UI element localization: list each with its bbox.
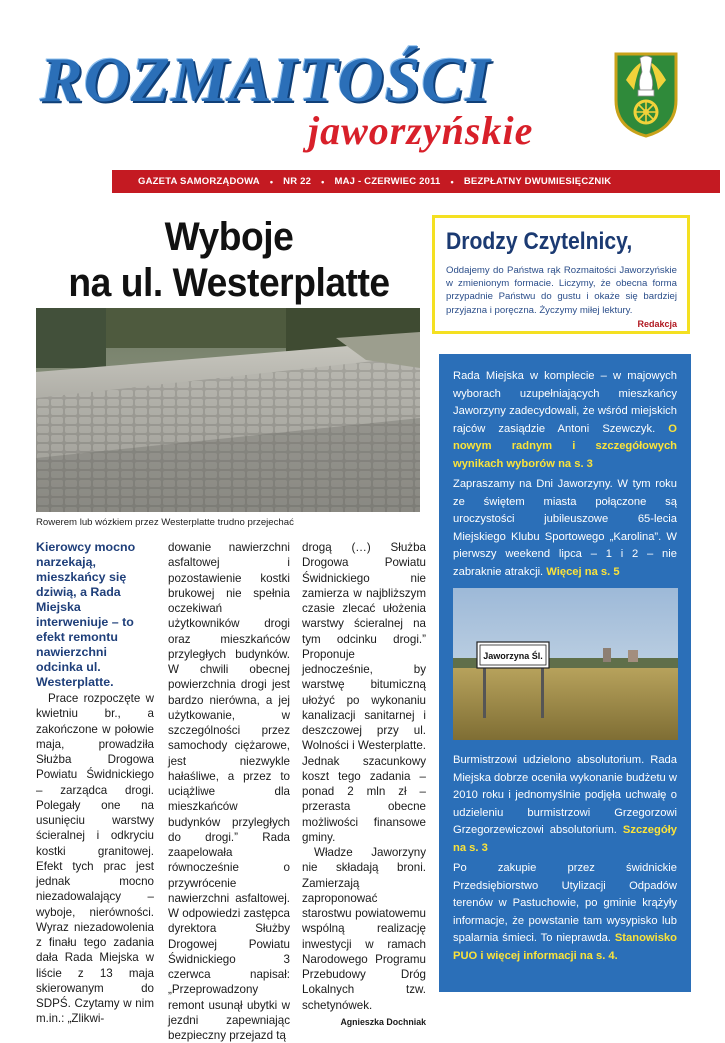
masthead-title: ROZMAITOŚCI	[40, 44, 491, 115]
infobar-issue-number: NR 22	[283, 176, 312, 187]
infobar-issue-date: MAJ - CZERWIEC 2011	[334, 176, 441, 187]
article-text-3: drogą (…) Służba Drogowa Powiatu Świdnickiego nie zamierza w najbliższym czasie zlecać ułożenia warstwy ścieralnej na tym odcinku drogi.” Proponuje jednocześnie, by warstwę bitumiczną ułożyć po wykonaniu kanalizacji sanitarnej i deszczowej przy ul. Wolności i Westerplatte. Jednak szacunkowy koszt tego zadania – ponad 2 mln zł – przerasta obecne możliwości finansowe gminy.	[302, 541, 426, 844]
infobar-publication-type: GAZETA SAMORZĄDOWA	[138, 176, 260, 187]
news-link[interactable]: Stanowisko PUO i więcej informacji na s. 4.	[453, 932, 677, 962]
news-item-town-days	[453, 476, 677, 581]
news-text: Zapraszamy na Dni Jaworzyny. W tym roku ze świętem miasta połączone są uroczystości jubileuszowe 65-lecia Miejskiego Klubu Sportowego „Karolina”. W pierwszy weekend lipca – 1 i 2 – nie zabraknie atrakcji.	[453, 478, 677, 578]
headline-line-2: na ul. Westerplatte	[68, 261, 390, 305]
news-sidebar-panel	[439, 354, 691, 992]
article-lead: Kierowcy mocno narzekają, mieszkańcy się dziwią, a Rada Miejska interweniuje – to efekt remontu nawierzchni odcinka ul. Westerplatte.	[36, 540, 136, 689]
bullet-separator: •	[450, 176, 454, 187]
article-column-1	[36, 540, 154, 1027]
editorial-title: Drodzy Czytelnicy,	[446, 228, 633, 255]
photo-caption: Rowerem lub wózkiem przez Westerplatte trudno przejechać	[36, 517, 294, 528]
news-item-council	[453, 368, 677, 473]
article-text-3b: Władze Jaworzyny nie składają broni. Zamierzają zaproponować starostwu powiatowemu wspólną realizację inwestycji w ramach Narodowego Programu Przebudowy Dróg Lokalnych tzw. schetynówek.	[302, 846, 426, 1012]
editorial-body: Oddajemy do Państwa rąk Rozmaitości Jaworzyńskie w zmienionym formacie. Liczymy, że obecna forma przypadnie Państwu do gustu i okaże się bardziej przyjazna i poręczna. Życzymy miłej lektury.	[446, 265, 677, 316]
news-item-waste	[453, 860, 677, 965]
news-link[interactable]: Szczegóły na s. 3	[453, 824, 677, 854]
article-text-1: Prace rozpoczęte w kwietniu br., a zakończone w połowie maja, prowadziła Służba Drogowa Powiatu Świdnickiego – zarządca drogi. Polegały one na usunięciu warstwy ścieralnej i odkryciu kostki granitowej. Efekt tych prac jest jednak mocno niezadowalający – wyboje, nierówności. Wyraz niezadowolenia z finału tego zadania dała Rada Miejska w liście z 13 maja skierowanym do SDPŚ. Czytamy w nim m.in.: „Zlikwi-	[36, 692, 154, 1026]
editorial-signature: Redakcja	[637, 318, 677, 329]
infobar-frequency: BEZPŁATNY DWUMIESIĘCZNIK	[463, 176, 612, 187]
bullet-separator: •	[269, 176, 274, 187]
news-link[interactable]: O nowym radnym i szczegółowych wynikach wyborów na s. 3	[453, 422, 677, 470]
news-text: Rada Miejska w komplecie – w majowych wyborach uzupełniających mieszkańcy Jaworzyny zadecydowali, że wśród miejskich rajców zasiądzie Antoni Szewczyk.	[453, 370, 677, 435]
coat-of-arms-icon	[612, 50, 680, 138]
article-byline: Agnieszka Dochniak	[340, 1016, 426, 1027]
issue-info-bar	[112, 170, 720, 193]
news-item-absolutorium	[453, 752, 677, 857]
town-sign-photo	[453, 588, 678, 740]
masthead-subtitle: jaworzyńskie	[308, 108, 534, 153]
editorial-note-box	[432, 215, 690, 334]
town-sign-image	[453, 588, 678, 740]
news-text: Burmistrzowi udzielono absolutorium. Rada Miejska dobrze oceniła wykonanie budżetu w 2010 roku i jednomyślnie podjęła uchwałę o udzieleniu burmistrzowi Grzegorzowi Grzegorzewiczowi absolutorium.	[453, 754, 677, 836]
headline-line-1: Wyboje	[164, 215, 294, 259]
cobblestone-road-image	[36, 308, 420, 512]
news-text: Po zakupie przez świdnickie Przedsiębiorstwo Utylizacji Odpadów terenów w Pastuchowie, po gminie krążyły informacje, że powstanie tam wysypisko lub spalarnia śmieci. To nieprawda.	[453, 862, 677, 944]
news-link[interactable]: Więcej na s. 5	[546, 565, 620, 578]
town-sign-text: Jaworzyna Śl.	[483, 651, 543, 661]
article-column-3	[302, 540, 426, 1030]
masthead	[40, 44, 680, 154]
article-headline	[50, 214, 409, 306]
article-photo	[36, 308, 420, 512]
bullet-separator: •	[321, 176, 325, 187]
article-text-2: dowanie nawierzchni asfaltowej i pozostawienie kostki brukowej nie spełnia oczekiwań użytkowników drogi oraz mieszkańców przyległych budynków. W chwili obecnej powierzchnia drogi jest bardzo nierówna, a jej użytkowanie, w szczególności przez samochody ciężarowe, jest niezwykle hałaśliwe, a przez to uciążliwe dla mieszkańców budynków przyległych do drogi.” Rada zaapelowała równocześnie o przywrócenie nawierzchni asfaltowej. W odpowiedzi zastępca dyrektora Służby Drogowej Powiatu Świdnickiego 3 czerwca napisał: „Przeprowadzony remont usunął ubytki w jezdni zapewniając bezpieczny przejazd tą	[168, 541, 290, 1042]
article-column-2	[168, 540, 290, 1043]
